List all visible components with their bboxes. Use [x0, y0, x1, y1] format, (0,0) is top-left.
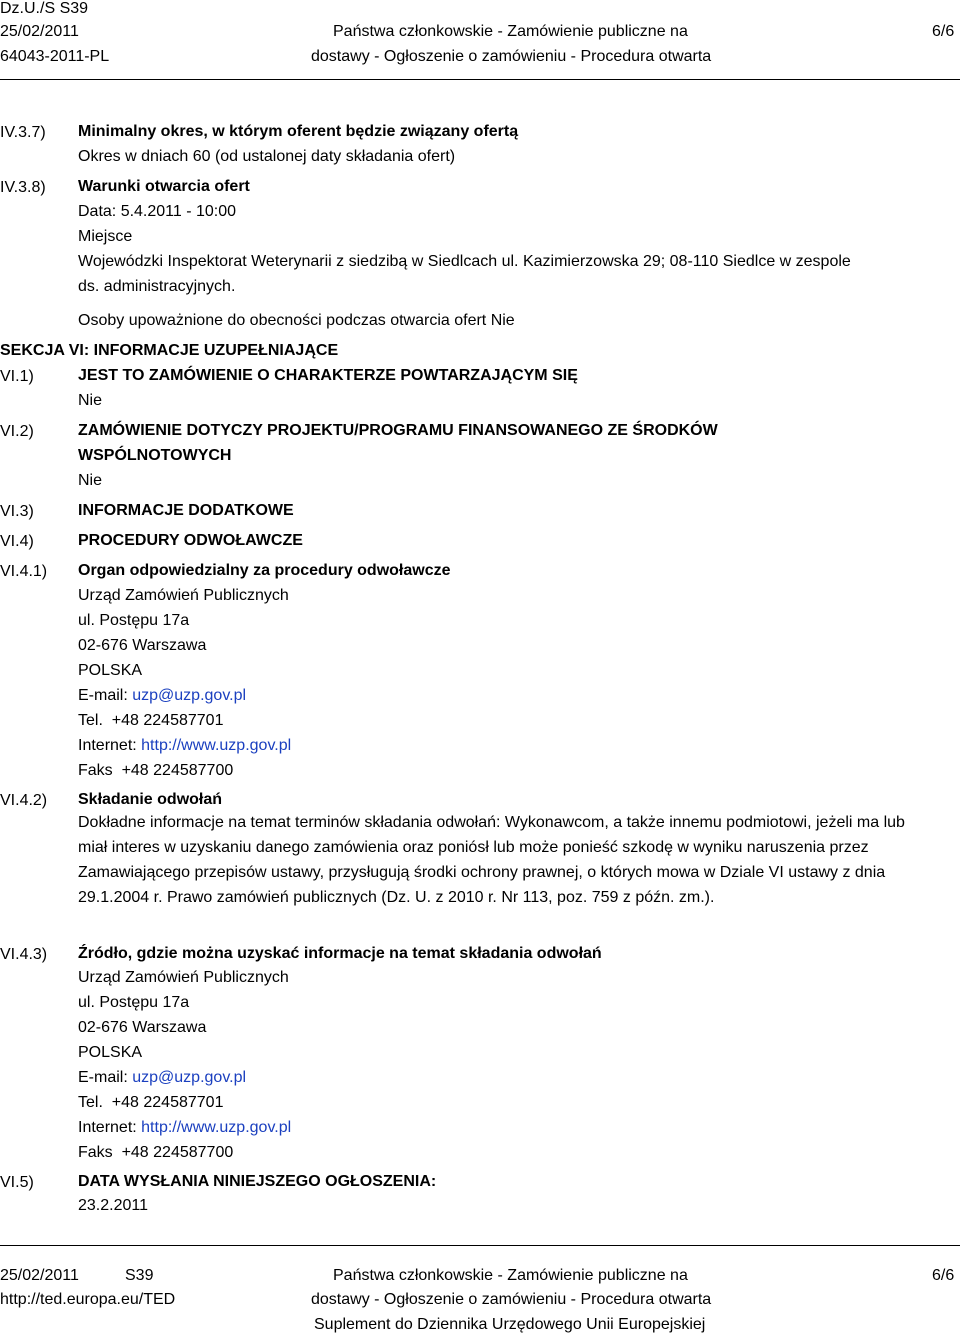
section-title: PROCEDURY ODWOŁAWCZE	[78, 532, 303, 549]
header-journal: Dz.U./S S39	[0, 0, 89, 17]
org-internet	[78, 738, 291, 754]
section-title: Warunki otwarcia ofert	[78, 178, 250, 195]
email-label: E-mail:	[78, 1069, 133, 1086]
footer-supplement: Suplement do Dziennika Urzędowego Unii Europejskiej	[314, 1316, 706, 1333]
place-line: Wojewódzki Inspektorat Weterynarii z siedzibą w Siedlcach ul. Kazimierzowska 29; 08-110 Siedlce w zespole	[78, 253, 851, 270]
section-title: Organ odpowiedzialny za procedury odwoławcze	[78, 562, 451, 579]
footer-url[interactable]: http://ted.europa.eu/TED	[0, 1291, 176, 1308]
section-number: IV.3.8)	[0, 179, 46, 196]
footer-title-line1: Państwa członkowskie - Zamówienie publiczne na	[333, 1267, 688, 1284]
section-title: Składanie odwołań	[78, 791, 223, 808]
footer-page: 6/6	[932, 1267, 955, 1284]
org-country: POLSKA	[78, 662, 143, 679]
org-email	[78, 1070, 246, 1086]
org-email	[78, 688, 246, 704]
section-title: DATA WYSŁANIA NINIEJSZEGO OGŁOSZENIA:	[78, 1173, 437, 1190]
footer-rule	[0, 1245, 960, 1246]
section-number: VI.3)	[0, 503, 34, 520]
section-number: VI.4)	[0, 533, 34, 550]
section-number: VI.1)	[0, 368, 34, 385]
internet-label: Internet:	[78, 1119, 142, 1136]
org-fax: Faks +48 224587700	[78, 1144, 234, 1161]
section-title: Minimalny okres, w którym oferent będzie związany ofertą	[78, 123, 519, 140]
header-title-line2: dostawy - Ogłoszenie o zamówieniu - Procedura otwarta	[311, 48, 712, 65]
footer-title-line2: dostawy - Ogłoszenie o zamówieniu - Procedura otwarta	[311, 1291, 712, 1308]
place-line: ds. administracyjnych.	[78, 278, 236, 295]
section-number: VI.4.1)	[0, 563, 48, 580]
footer-date: 25/02/2011	[0, 1267, 79, 1284]
org-tel: Tel. +48 224587701	[78, 1094, 224, 1111]
email-label: E-mail:	[78, 687, 133, 704]
dispatch-date: 23.2.2011	[78, 1197, 148, 1214]
section-title: Źródło, gdzie można uzyskać informacje na temat składania odwołań	[78, 945, 602, 962]
org-city: 02-676 Warszawa	[78, 1019, 207, 1036]
section-value: Nie	[78, 472, 103, 489]
persons-allowed: Osoby upoważnione do obecności podczas otwarcia ofert Nie	[78, 312, 515, 329]
section-title-cont: WSPÓLNOTOWYCH	[78, 447, 232, 464]
header-notice-id: 64043-2011-PL	[0, 48, 110, 65]
appeals-text: Dokładne informacje na temat terminów składania odwołań: Wykonawcom, a także innemu podmiotowi, jeżeli ma lub miał interes w uzyskaniu danego zamówienia oraz poniósł lub może ponieść szkodę w wyniku naruszenia przez Zamawiającego przepisów ustawy, przysługują środki ochrony prawnej, o których mowa w Dziale VI ustawy z dnia 29.1.2004 r. Prawo zamówień publicznych (Dz. U. z 2010 r. Nr 113, poz. 759 z późn. zm.).	[78, 814, 905, 906]
section-number: VI.4.3)	[0, 946, 48, 963]
section-number: IV.3.7)	[0, 124, 46, 141]
org-street: ul. Postępu 17a	[78, 612, 190, 629]
section-number: VI.2)	[0, 423, 34, 440]
section-value: Okres w dniach 60 (od ustalonej daty składania ofert)	[78, 148, 456, 165]
section-title: JEST TO ZAMÓWIENIE O CHARAKTERZE POWTARZAJĄCYM SIĘ	[78, 367, 578, 384]
email-link[interactable]: uzp@uzp.gov.pl	[132, 1069, 247, 1086]
org-city: 02-676 Warszawa	[78, 637, 207, 654]
org-street: ul. Postępu 17a	[78, 994, 190, 1011]
org-internet	[78, 1120, 291, 1136]
org-tel: Tel. +48 224587701	[78, 712, 224, 729]
org-fax: Faks +48 224587700	[78, 762, 234, 779]
section-value: Nie	[78, 392, 103, 409]
org-name: Urząd Zamówień Publicznych	[78, 587, 289, 604]
header-title-line1: Państwa członkowskie - Zamówienie publiczne na	[333, 23, 688, 40]
internet-link[interactable]: http://www.uzp.gov.pl	[141, 1119, 292, 1136]
opening-date: Data: 5.4.2011 - 10:00	[78, 203, 237, 220]
internet-link[interactable]: http://www.uzp.gov.pl	[141, 737, 292, 754]
email-link[interactable]: uzp@uzp.gov.pl	[132, 687, 247, 704]
internet-label: Internet:	[78, 737, 142, 754]
header-rule	[0, 79, 960, 80]
footer-issue: S39	[125, 1267, 154, 1284]
section-title: ZAMÓWIENIE DOTYCZY PROJEKTU/PROGRAMU FINANSOWANEGO ZE ŚRODKÓW	[78, 422, 718, 439]
header-date: 25/02/2011	[0, 23, 79, 40]
section-heading: SEKCJA VI: INFORMACJE UZUPEŁNIAJĄCE	[0, 342, 339, 359]
section-number: VI.5)	[0, 1174, 34, 1191]
place-label: Miejsce	[78, 228, 133, 245]
section-title: INFORMACJE DODATKOWE	[78, 502, 294, 519]
header-page: 6/6	[932, 23, 955, 40]
org-country: POLSKA	[78, 1044, 143, 1061]
org-name: Urząd Zamówień Publicznych	[78, 969, 289, 986]
section-number: VI.4.2)	[0, 792, 48, 809]
